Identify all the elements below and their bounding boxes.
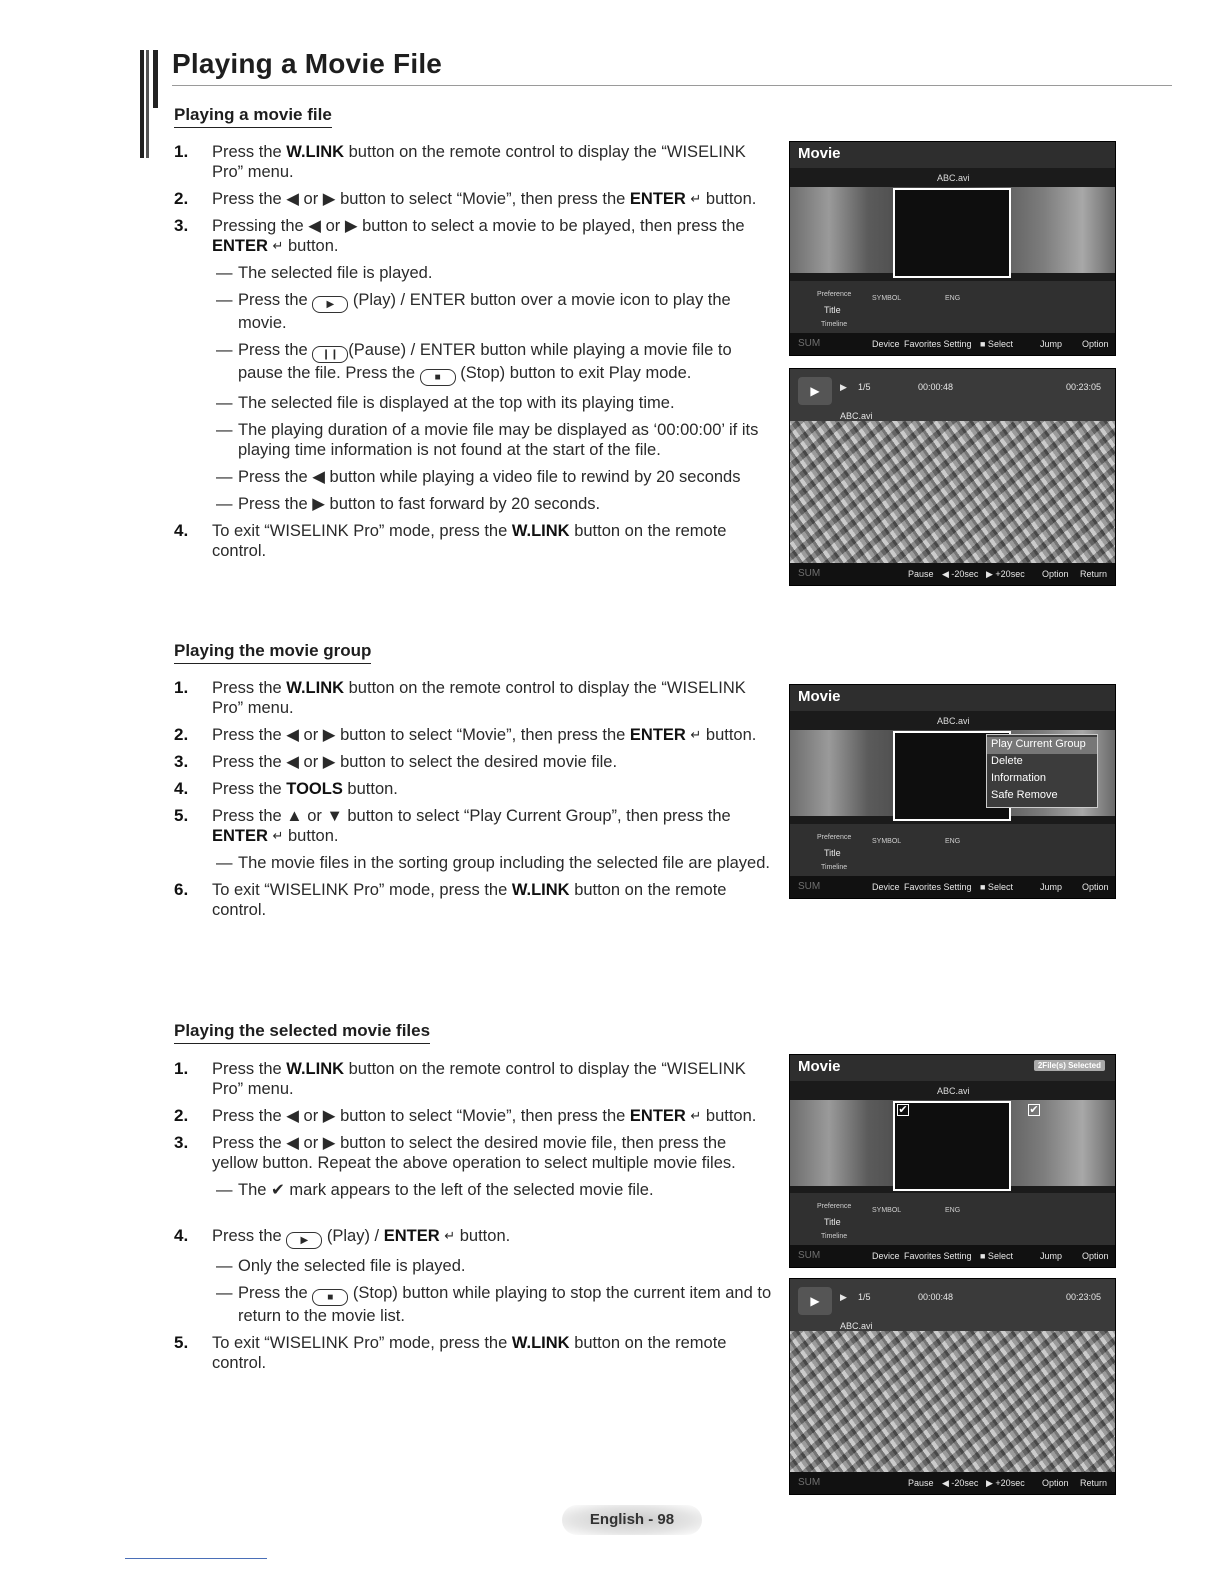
playback-screen-1: ▶ ▶ 1/5 00:00:48 00:23:05 ABC.avi SUM Pause ◀ -20sec ▶ +20sec Option Return — [789, 368, 1116, 586]
title-rule — [172, 85, 1172, 86]
elapsed-time: 00:00:48 — [918, 382, 954, 392]
play-key-icon: ▶ — [286, 1232, 322, 1249]
movie-menu-screen-1 — [789, 141, 1116, 356]
stop-key-icon: ■ — [312, 1289, 348, 1306]
step: 2. Press the ◀ or ▶ button to select “Movie”, then press the ENTER ↵ button. — [174, 725, 757, 744]
footer-rule — [125, 1558, 267, 1559]
step: 4. Press the ▶ (Play) / ENTER ↵ button. — [174, 1226, 774, 1249]
page-number-badge: English - 98 — [562, 1505, 702, 1535]
enter-icon: ↵ — [690, 727, 702, 742]
tools-menu-item[interactable]: Play Current Group — [987, 737, 1097, 754]
section-1-steps — [174, 142, 774, 568]
file-name: ABC.avi — [937, 1086, 970, 1096]
file-name: ABC.avi — [840, 1321, 873, 1331]
note: — Only the selected file is played. — [216, 1257, 466, 1275]
check-icon: ✔ — [898, 1104, 908, 1116]
section-3-steps — [174, 1059, 774, 1380]
selected-thumbnail[interactable] — [893, 1101, 1011, 1191]
note: — The playing duration of a movie file may be displayed as ‘00:00:00’ if its playing time information is not found at the start of the file. — [216, 421, 759, 459]
movie-menu-screen-2: Movie ABC.avi Play Current Group Delete Information Safe Remove Preference SYMBOL ENG Title Timeline SUM Device Favorites Setting ■ Select Jump Option — [789, 684, 1116, 899]
file-name: ABC.avi — [937, 716, 970, 726]
step: 3. Pressing the ◀ or ▶ button to select a movie to be played, then press the ENTER ↵ button. — [174, 216, 745, 255]
enter-icon: ↵ — [444, 1228, 456, 1243]
step: 5. To exit “WISELINK Pro” mode, press the W.LINK button on the remote control. — [174, 1333, 727, 1372]
enter-icon: ↵ — [272, 238, 284, 253]
note: — Press the ▶ button to fast forward by 20 seconds. — [216, 495, 601, 513]
note: — The movie files in the sorting group including the selected file are played. — [216, 854, 770, 872]
tools-menu — [986, 734, 1098, 808]
playback-screen-2: ▶ ▶ 1/5 00:00:48 00:23:05 ABC.avi SUM Pause ◀ -20sec ▶ +20sec Option Return — [789, 1278, 1116, 1495]
section-title-1: Playing a movie file — [174, 105, 332, 128]
file-name: ABC.avi — [840, 411, 873, 421]
enter-icon: ↵ — [690, 191, 702, 206]
step: 1. Press the W.LINK button on the remote control to display the “WISELINK Pro” menu. — [174, 1059, 746, 1098]
header-bars — [138, 50, 162, 158]
note: — Press the ◀ button while playing a video file to rewind by 20 seconds — [216, 468, 741, 486]
info-panel: Preference SYMBOL ENG Title Timeline — [790, 281, 1115, 333]
step: 3. Press the ◀ or ▶ button to select the desired movie file. — [174, 752, 618, 771]
step: 3. Press the ◀ or ▶ button to select the desired movie file, then press the yellow button. Repeat the above operation to select multiple movie files. — [174, 1133, 736, 1172]
tools-menu-item[interactable]: Delete — [991, 755, 1023, 767]
tools-menu-item[interactable]: Safe Remove — [991, 789, 1058, 801]
check-icon: ✔ — [1029, 1104, 1039, 1116]
play-key-icon: ▶ — [312, 296, 348, 313]
section-title-3: Playing the selected movie files — [174, 1021, 430, 1044]
bottom-bar: SUM Device Favorites Setting ■ Select Jump Option — [790, 333, 1115, 355]
pause-key-icon: ❙❙ — [312, 346, 348, 363]
play-mode-icon: ▶ — [798, 377, 832, 405]
step: 1. Press the W.LINK button on the remote control to display the “WISELINK Pro” menu. — [174, 142, 746, 181]
note: — The ✔ mark appears to the left of the selected movie file. — [216, 1181, 654, 1199]
note: — Press the ▶ (Play) / ENTER button over a movie icon to play the movie. — [216, 291, 731, 332]
selected-count-badge: 2File(s) Selected — [1034, 1060, 1105, 1071]
enter-icon: ↵ — [272, 828, 284, 843]
section-title-2: Playing the movie group — [174, 641, 371, 664]
step: 4. Press the TOOLS button. — [174, 779, 398, 798]
step: 1. Press the W.LINK button on the remote control to display the “WISELINK Pro” menu. — [174, 678, 746, 717]
movie-menu-screen-3: Movie 2File(s) Selected ABC.avi ✔ ✔ Preference SYMBOL ENG Title Timeline SUM Device Favorites Setting ■ Select Jump Option — [789, 1054, 1116, 1268]
screen-header: Movie — [798, 145, 841, 162]
step: 4. To exit “WISELINK Pro” mode, press the W.LINK button on the remote control. — [174, 521, 727, 560]
step: 2. Press the ◀ or ▶ button to select “Movie”, then press the ENTER ↵ button. — [174, 189, 757, 208]
note: — The selected file is displayed at the top with its playing time. — [216, 394, 675, 412]
step: 2. Press the ◀ or ▶ button to select “Movie”, then press the ENTER ↵ button. — [174, 1106, 757, 1125]
play-mode-icon: ▶ — [798, 1287, 832, 1315]
screen-header: Movie — [798, 688, 841, 705]
track-counter: 1/5 — [858, 1292, 871, 1302]
selected-thumbnail[interactable] — [893, 188, 1011, 278]
stop-key-icon: ■ — [420, 369, 456, 386]
screen-header: Movie — [798, 1058, 841, 1075]
total-time: 00:23:05 — [1066, 382, 1102, 392]
elapsed-time: 00:00:48 — [918, 1292, 954, 1302]
total-time: 00:23:05 — [1066, 1292, 1102, 1302]
page-title: Playing a Movie File — [172, 48, 443, 79]
file-name: ABC.avi — [937, 173, 970, 183]
track-counter: 1/5 — [858, 382, 871, 392]
step: 5. Press the ▲ or ▼ button to select “Play Current Group”, then press the ENTER ↵ button. — [174, 806, 731, 845]
bottom-bar: SUM Pause ◀ -20sec ▶ +20sec Option Return — [790, 563, 1115, 585]
section-2-steps — [174, 678, 774, 927]
step: 6. To exit “WISELINK Pro” mode, press the W.LINK button on the remote control. — [174, 880, 727, 919]
tools-menu-item[interactable]: Information — [991, 772, 1047, 784]
note: — Press the ❙❙ (Pause) / ENTER button while playing a movie file to pause the file. Press the ■ (Stop) button to exit Play mode. — [174, 340, 774, 386]
note: — The selected file is played. — [216, 264, 433, 282]
note: — Press the ■ (Stop) button while playing to stop the current item and to return to the movie list. — [216, 1284, 772, 1325]
enter-icon: ↵ — [690, 1108, 702, 1123]
